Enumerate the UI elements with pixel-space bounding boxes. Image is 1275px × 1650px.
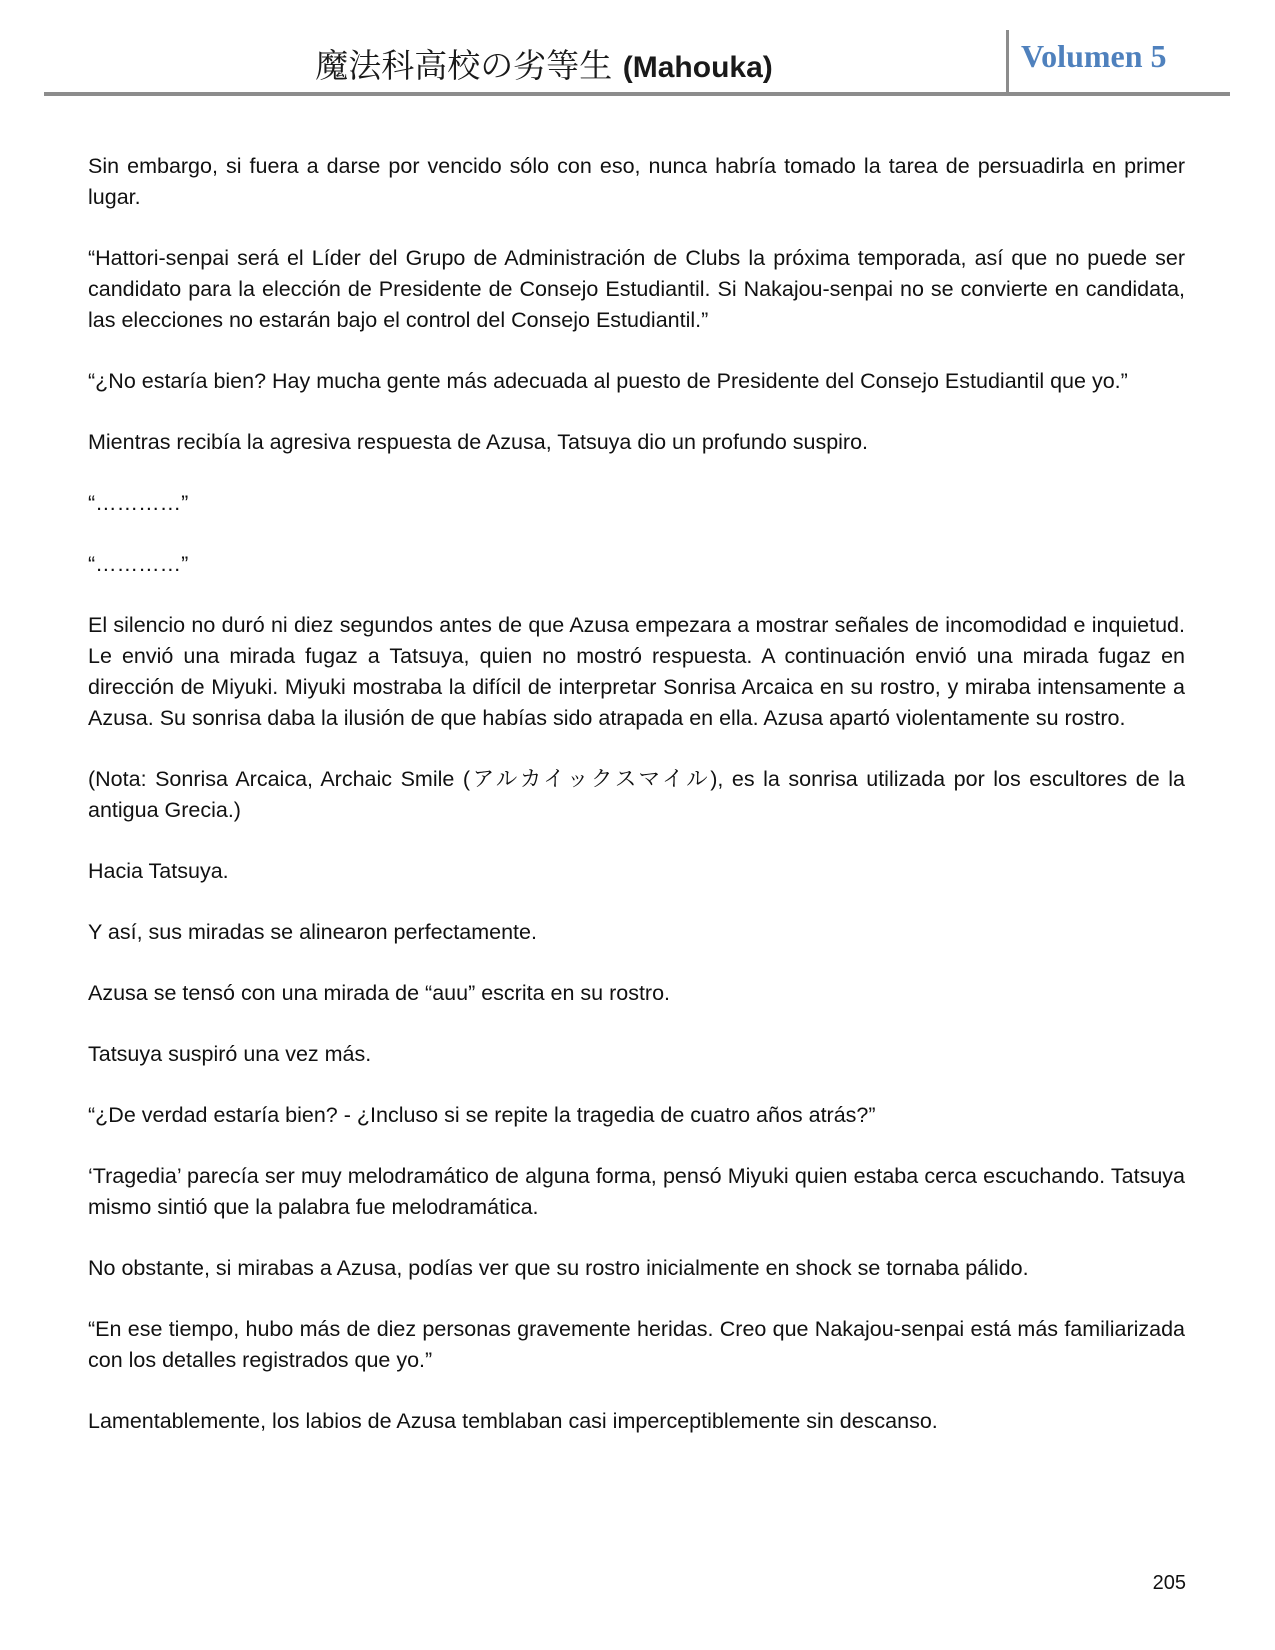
paragraph: Tatsuya suspiró una vez más. [88,1042,372,1066]
paragraph: Lamentablemente, los labios de Azusa temblaban casi imperceptiblemente sin descanso. [88,1409,938,1433]
paragraph: “¿De verdad estaría bien? - ¿Incluso si se repite la tragedia de cuatro años atrás?” [88,1103,876,1127]
header-rule [44,92,1230,96]
paragraph: (Nota: Sonrisa Arcaica, Archaic Smile (アルカイックスマイル), es la sonrisa utilizada por los escultores de la antigua Grecia.) [88,767,1185,822]
page-header [44,30,1230,96]
paragraph: ‘Tragedia’ parecía ser muy melodramático de alguna forma, pensó Miyuki quien estaba cerca escuchando. Tatsuya mismo sintió que la palabra fue melodramática. [88,1164,1185,1219]
paragraph: Sin embargo, si fuera a darse por vencido sólo con eso, nunca habría tomado la tarea de persuadirla en primer lugar. [88,154,1185,209]
paragraph: “…………” [88,491,189,515]
paragraph: No obstante, si mirabas a Azusa, podías ver que su rostro inicialmente en shock se tornaba pálido. [88,1256,1029,1280]
paragraph: Mientras recibía la agresiva respuesta de Azusa, Tatsuya dio un profundo suspiro. [88,430,869,454]
paragraph: “Hattori-senpai será el Líder del Grupo de Administración de Clubs la próxima temporada, así que no puede ser candidato para la elección de Presidente de Consejo Estudiantil. Si Nakajou-senpai no se convierte en candidata, las elecciones no estarán bajo el control del Consejo Estudiantil.” [88,246,1185,332]
volume-label: Volumen 5 [1021,38,1167,74]
paragraph: Azusa se tensó con una mirada de “auu” escrita en su rostro. [88,981,671,1005]
header-divider-vertical [1006,30,1009,92]
paragraph: “¿No estaría bien? Hay mucha gente más adecuada al puesto de Presidente del Consejo Estudiantil que yo.” [88,369,1128,393]
page-number: 205 [1152,1572,1186,1594]
body-text [88,151,1185,1467]
paragraph: “…………” [88,552,189,576]
paragraph: Hacia Tatsuya. [88,859,229,883]
header-title-latin: (Mahouka) [622,51,773,84]
paragraph: Y así, sus miradas se alinearon perfectamente. [88,920,537,944]
paragraph: “En ese tiempo, hubo más de diez personas gravemente heridas. Creo que Nakajou-senpai está más familiarizada con los detalles registrados que yo.” [88,1317,1185,1372]
header-title-japanese: 魔法科高校の劣等生 [315,46,613,85]
header-title [44,40,1044,87]
paragraph: El silencio no duró ni diez segundos antes de que Azusa empezara a mostrar señales de incomodidad e inquietud. Le envió una mirada fugaz a Tatsuya, quien no mostró respuesta. A continuación envió una mirada fugaz en dirección de Miyuki. Miyuki mostraba la difícil de interpretar Sonrisa Arcaica en su rostro, y miraba intensamente a Azusa. Su sonrisa daba la ilusión de que habías sido atrapada en ella. Azusa apartó violentamente su rostro. [88,613,1185,730]
